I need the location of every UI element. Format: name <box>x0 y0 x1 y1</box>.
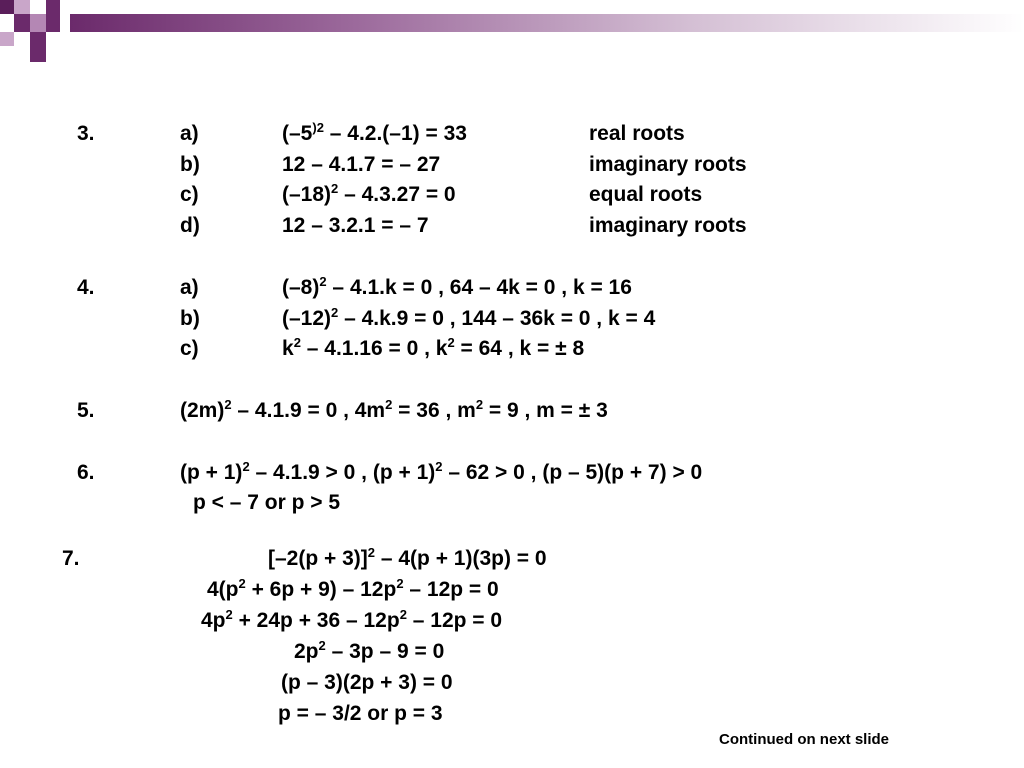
decor-square <box>46 14 60 32</box>
decor-square <box>46 0 60 14</box>
q4b-label: b) <box>180 307 200 330</box>
q3b-result: imaginary roots <box>589 153 747 176</box>
q3d-expression: 12 – 3.2.1 = – 7 <box>282 214 429 237</box>
q3d-result: imaginary roots <box>589 214 747 237</box>
q7-line-1: $[-2(p + 3)]^2 - 4(p + 1)(3p) = 0$ <box>268 545 547 570</box>
q7-number: 7. <box>62 547 80 570</box>
q7-line-6: p = – 3/2 or p = 3 <box>278 702 443 725</box>
decor-square <box>30 46 46 62</box>
q3c-label: c) <box>180 183 199 206</box>
q3a-label: a) <box>180 122 199 145</box>
q4c-label: c) <box>180 337 199 360</box>
q5-number: 5. <box>77 399 95 422</box>
q4a-label: a) <box>180 276 199 299</box>
q3d-label: d) <box>180 214 200 237</box>
q4c-expression: $k^2 - 4.1.16 = 0$ , $k^2 = 64$ , k = ± 8 <box>282 335 585 360</box>
q4a-expression: $(-8)^2 - 4.1.k = 0$ , 64 – 4k = 0 , k = 16 <box>282 274 632 299</box>
header-gradient-bar <box>70 14 1024 32</box>
decor-square <box>0 32 14 46</box>
decor-square <box>30 32 46 46</box>
q6-line-1: $(p + 1)^2 - 4.1.9 > 0$ , $(p + 1)^2 - 62 > 0$ , (p – 5)(p + 7) > 0 <box>180 459 703 484</box>
q4-number: 4. <box>77 276 95 299</box>
q3c-result: equal roots <box>589 183 703 206</box>
q3a-expression: ($-5^{)2} - 4.2.(-1) = 33$ <box>282 120 467 145</box>
q3a-result: real roots <box>589 122 685 145</box>
q5-expression: $(2m)^2 - 4.1.9 = 0$ , $4m^2 = 36$ , $m^2 = 9$ , m = ± 3 <box>180 397 608 422</box>
q3c-expression: $(-18)^2 - 4.3.27 = 0$ <box>282 181 456 206</box>
q4b-expression: $(-12)^2 - 4.k.9 = 0$ , 144 – 36k = 0 , k = 4 <box>282 305 656 330</box>
decor-square <box>30 14 46 32</box>
decor-square <box>14 0 30 14</box>
q7-line-3: $4p^2 + 24p + 36 - 12p^2 - 12p = 0$ <box>201 607 503 632</box>
q7-line-2: $4(p^2 + 6p + 9) - 12p^2 - 12p = 0$ <box>207 576 499 601</box>
decor-square <box>0 0 14 14</box>
q3-number: 3. <box>77 122 95 145</box>
q3b-label: b) <box>180 153 200 176</box>
q7-line-5: (p – 3)(2p + 3) = 0 <box>281 671 453 694</box>
q6-number: 6. <box>77 461 95 484</box>
decor-square <box>30 0 46 14</box>
continued-footer: Continued on next slide <box>719 731 890 748</box>
q7-line-4: $2p^2 - 3p - 9 = 0$ <box>294 638 445 663</box>
decor-square <box>14 14 30 32</box>
q3b-expression: 12 – 4.1.7 = – 27 <box>282 153 441 176</box>
q6-line-2: p < – 7 or p > 5 <box>193 491 341 514</box>
